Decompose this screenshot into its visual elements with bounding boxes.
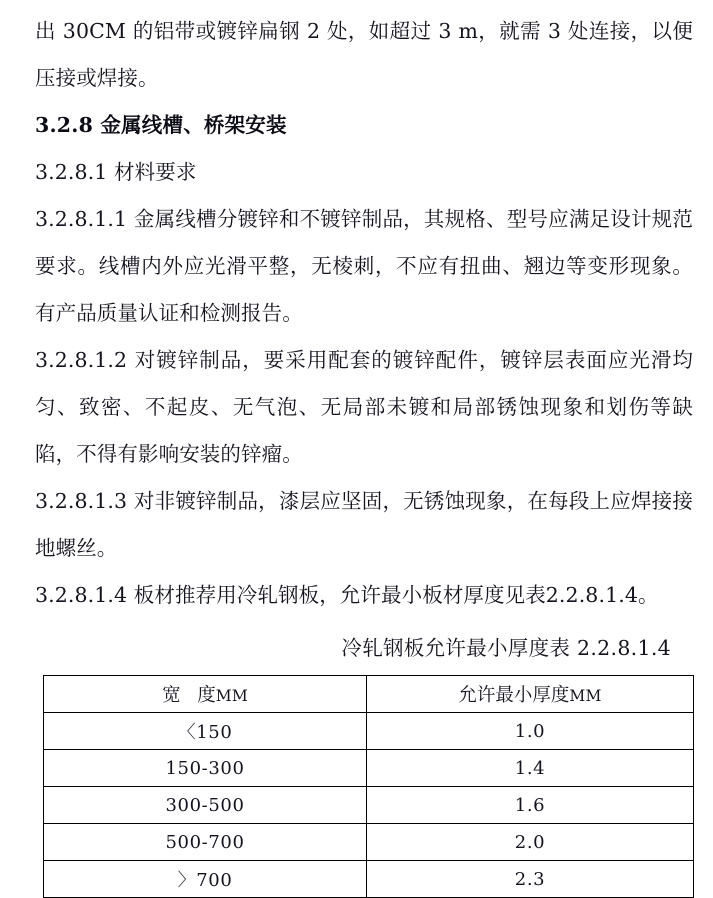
cell-thickness: 1.0 (367, 713, 694, 750)
table-body (44, 713, 694, 898)
table-caption: 冷轧钢板允许最小厚度表 2.2.8.1.4 (341, 636, 671, 660)
cell-width: 〈150 (44, 713, 367, 750)
cell-thickness: 2.3 (367, 861, 694, 898)
table-header-width-label: 宽 (162, 685, 181, 706)
table-header-thickness (367, 676, 694, 713)
cell-width: 〉700 (44, 861, 367, 898)
cell-width: 150-300 (44, 750, 367, 787)
subsection-heading-3-2-8-1: 3.2.8.1 材料要求 (35, 160, 197, 184)
cell-thickness: 2.0 (367, 824, 694, 861)
table-row (44, 787, 694, 824)
cell-thickness: 1.4 (367, 750, 694, 787)
cell-width: 500-700 (44, 824, 367, 861)
table-header-width (44, 676, 367, 713)
table-header-thickness-unit: MM (569, 687, 602, 705)
paragraph-intro: 出 30CM 的铝带或镀锌扁钢 2 处，如超过 3 m，就需 3 处连接，以便压接或焊接。 (35, 19, 693, 90)
table-row (44, 750, 694, 787)
table-header-width-label2: 度 (197, 685, 216, 706)
table-row (44, 713, 694, 750)
table-row (44, 861, 694, 898)
clause-3-2-8-1-3: 3.2.8.1.3 对非镀锌制品，漆层应坚固，无锈蚀现象，在每段上应焊接接地螺丝。 (35, 489, 693, 560)
table-block (35, 631, 693, 898)
clause-3-2-8-1-4: 3.2.8.1.4 板材推荐用冷轧钢板，允许最小板材厚度见表2.2.8.1.4。 (35, 583, 659, 607)
table-row (44, 824, 694, 861)
cell-thickness: 1.6 (367, 787, 694, 824)
table-header-row (44, 676, 694, 713)
cell-width: 300-500 (44, 787, 367, 824)
clause-3-2-8-1-1: 3.2.8.1.1 金属线槽分镀锌和不镀锌制品，其规格、型号应满足设计规范要求。线槽内外应光滑平整，无棱刺，不应有扭曲、翘边等变形现象。有产品质量认证和检测报告。 (35, 207, 693, 325)
section-heading-3-2-8: 3.2.8 金属线槽、桥架安装 (35, 113, 287, 137)
table-header-thickness-label: 允许最小厚度 (458, 685, 570, 706)
table-header-width-unit: MM (215, 687, 248, 705)
thickness-table (43, 675, 694, 898)
clause-3-2-8-1-2: 3.2.8.1.2 对镀锌制品，要采用配套的镀锌配件，镀锌层表面应光滑均匀、致密、不起皮、无气泡、无局部未镀和局部锈蚀现象和划伤等缺陷，不得有影响安装的锌瘤。 (35, 348, 693, 466)
